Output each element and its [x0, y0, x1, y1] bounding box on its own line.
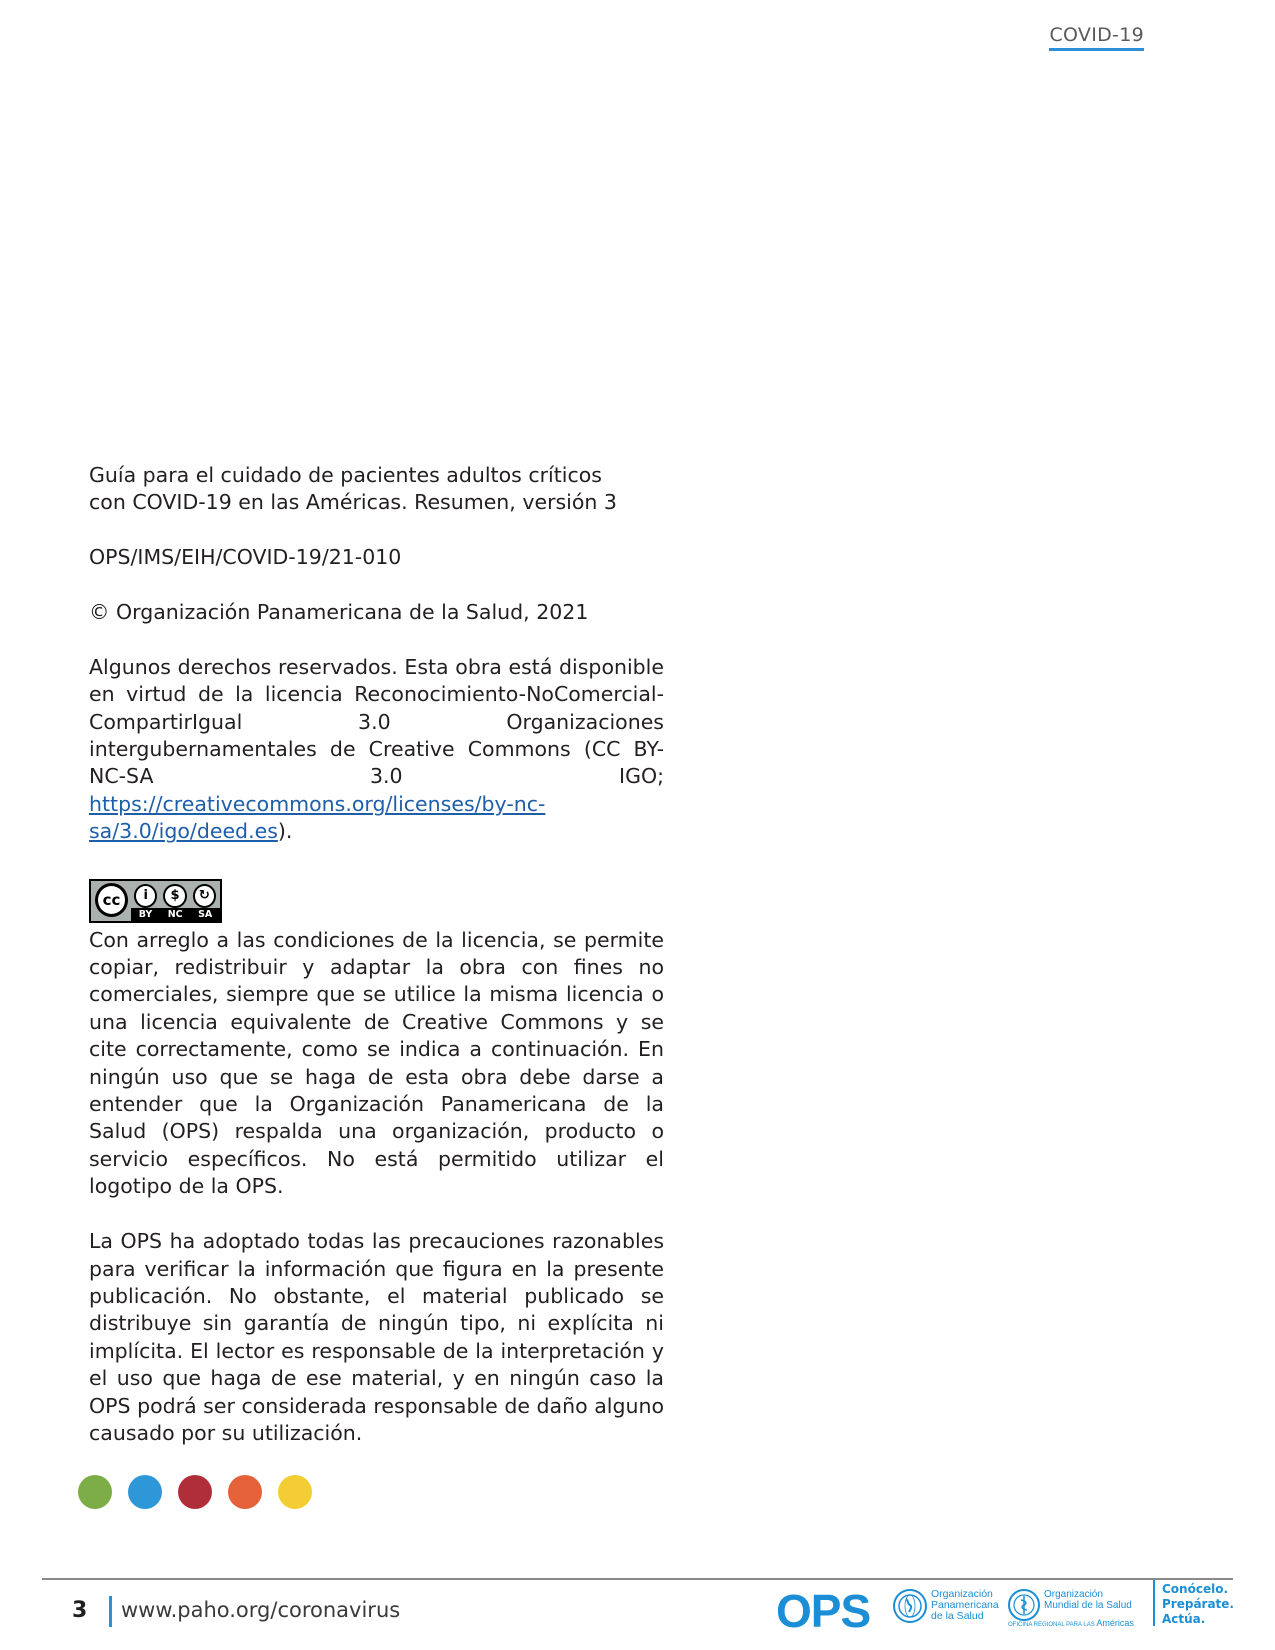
cc-badge-labels [131, 908, 220, 921]
license-link[interactable]: https://creativecommons.org/licenses/by-nc-sa/3.0/igo/deed.es [89, 791, 546, 844]
decorative-dots [78, 1475, 312, 1509]
header-tag: COVID-19 [1049, 24, 1144, 51]
license-paragraph [89, 654, 664, 846]
sharealike-icon: ↻ [193, 884, 216, 908]
copyright-notice: © Organización Panamericana de la Salud, 2021 [89, 600, 589, 624]
who-name-line-2: Mundial de la Salud [1044, 1600, 1132, 1611]
cc-label-by: BY [138, 908, 153, 920]
footer-url[interactable]: www.paho.org/coronavirus [121, 1598, 401, 1622]
disclaimer-paragraph: La OPS ha adoptado todas las precauciones razonables para verificar la información que figura en la presente publicación. No obstante, el material publicado se distribuye sin garantía de ningún tipo, ni explícita ni implícita. El lector es responsable de la interpretación y el uso que haga de ese material, y en ningún caso la OPS podrá ser considerada responsable de daño alguno causado por su utilización. [89, 1229, 664, 1445]
document-code: OPS/IMS/EIH/COVID-19/21-010 [89, 545, 402, 570]
who-name [1044, 1589, 1132, 1611]
license-text: Algunos derechos reservados. Esta obra está disponible en virtud de la licencia Reconocimiento-NoComercial-CompartirIgual 3.0 Organizaciones intergubernamentales de Creative Commons (CC BY-NC-SA 3.0 IGO; [89, 654, 664, 789]
yellow-dot [278, 1475, 312, 1509]
cc-license-badge [89, 879, 222, 923]
motto-line-3: Actúa. [1162, 1612, 1206, 1626]
license-after: ). [277, 819, 293, 844]
orange-dot [228, 1475, 262, 1509]
title-line-1: Guía para el cuidado de pacientes adultos críticos [89, 463, 602, 487]
document-title [89, 462, 664, 517]
who-regional-office [1008, 1618, 1134, 1628]
ops-logo: OPS [776, 1585, 871, 1637]
motto-line-1: Conócelo. [1162, 1582, 1229, 1596]
campaign-motto [1162, 1582, 1234, 1627]
main-content [89, 462, 664, 1475]
noncommercial-icon: $ [163, 884, 186, 908]
who-emblem-icon [1008, 1589, 1040, 1621]
who-sub-label: OFICINA REGIONAL PARA LAS [1008, 1622, 1095, 1628]
attribution-icon: i [134, 884, 157, 908]
blue-dot [128, 1475, 162, 1509]
paho-name-line-2: Panamericana [931, 1599, 999, 1611]
license-conditions: Con arreglo a las condiciones de la licencia, se permite copiar, redistribuir y adaptar la obra con fines no comerciales, siempre que se utilice la misma licencia o una licencia equivalente de Creative Commons y se cite correctamente, como se indica a continuación. En ningún uso que se haga de esta obra debe darse a entender que la Organización Panamericana de la Salud (OPS) respalda una organización, producto o servicio específicos. No está permitido utilizar el logotipo de la OPS. [89, 927, 664, 1199]
paho-name-line-1: Organización [931, 1588, 993, 1600]
paho-globe-icon [893, 1589, 927, 1623]
cc-icon: cc [95, 883, 128, 917]
paho-name-line-3: de la Salud [931, 1610, 984, 1622]
paho-name [931, 1589, 999, 1622]
who-region-label: Américas [1096, 1618, 1134, 1628]
red-dot [178, 1475, 212, 1509]
green-dot [78, 1475, 112, 1509]
who-name-line-1: Organización [1044, 1589, 1103, 1600]
footer-accent-bar [109, 1596, 112, 1627]
title-line-2: con COVID-19 en las Américas. Resumen, versión 3 [89, 490, 617, 515]
cc-label-sa: SA [198, 908, 213, 920]
footer-divider [42, 1578, 1233, 1580]
cc-label-nc: NC [167, 908, 183, 920]
motto-line-2: Prepárate. [1162, 1597, 1234, 1611]
logo-divider [1153, 1580, 1155, 1626]
page-number: 3 [72, 1598, 88, 1623]
